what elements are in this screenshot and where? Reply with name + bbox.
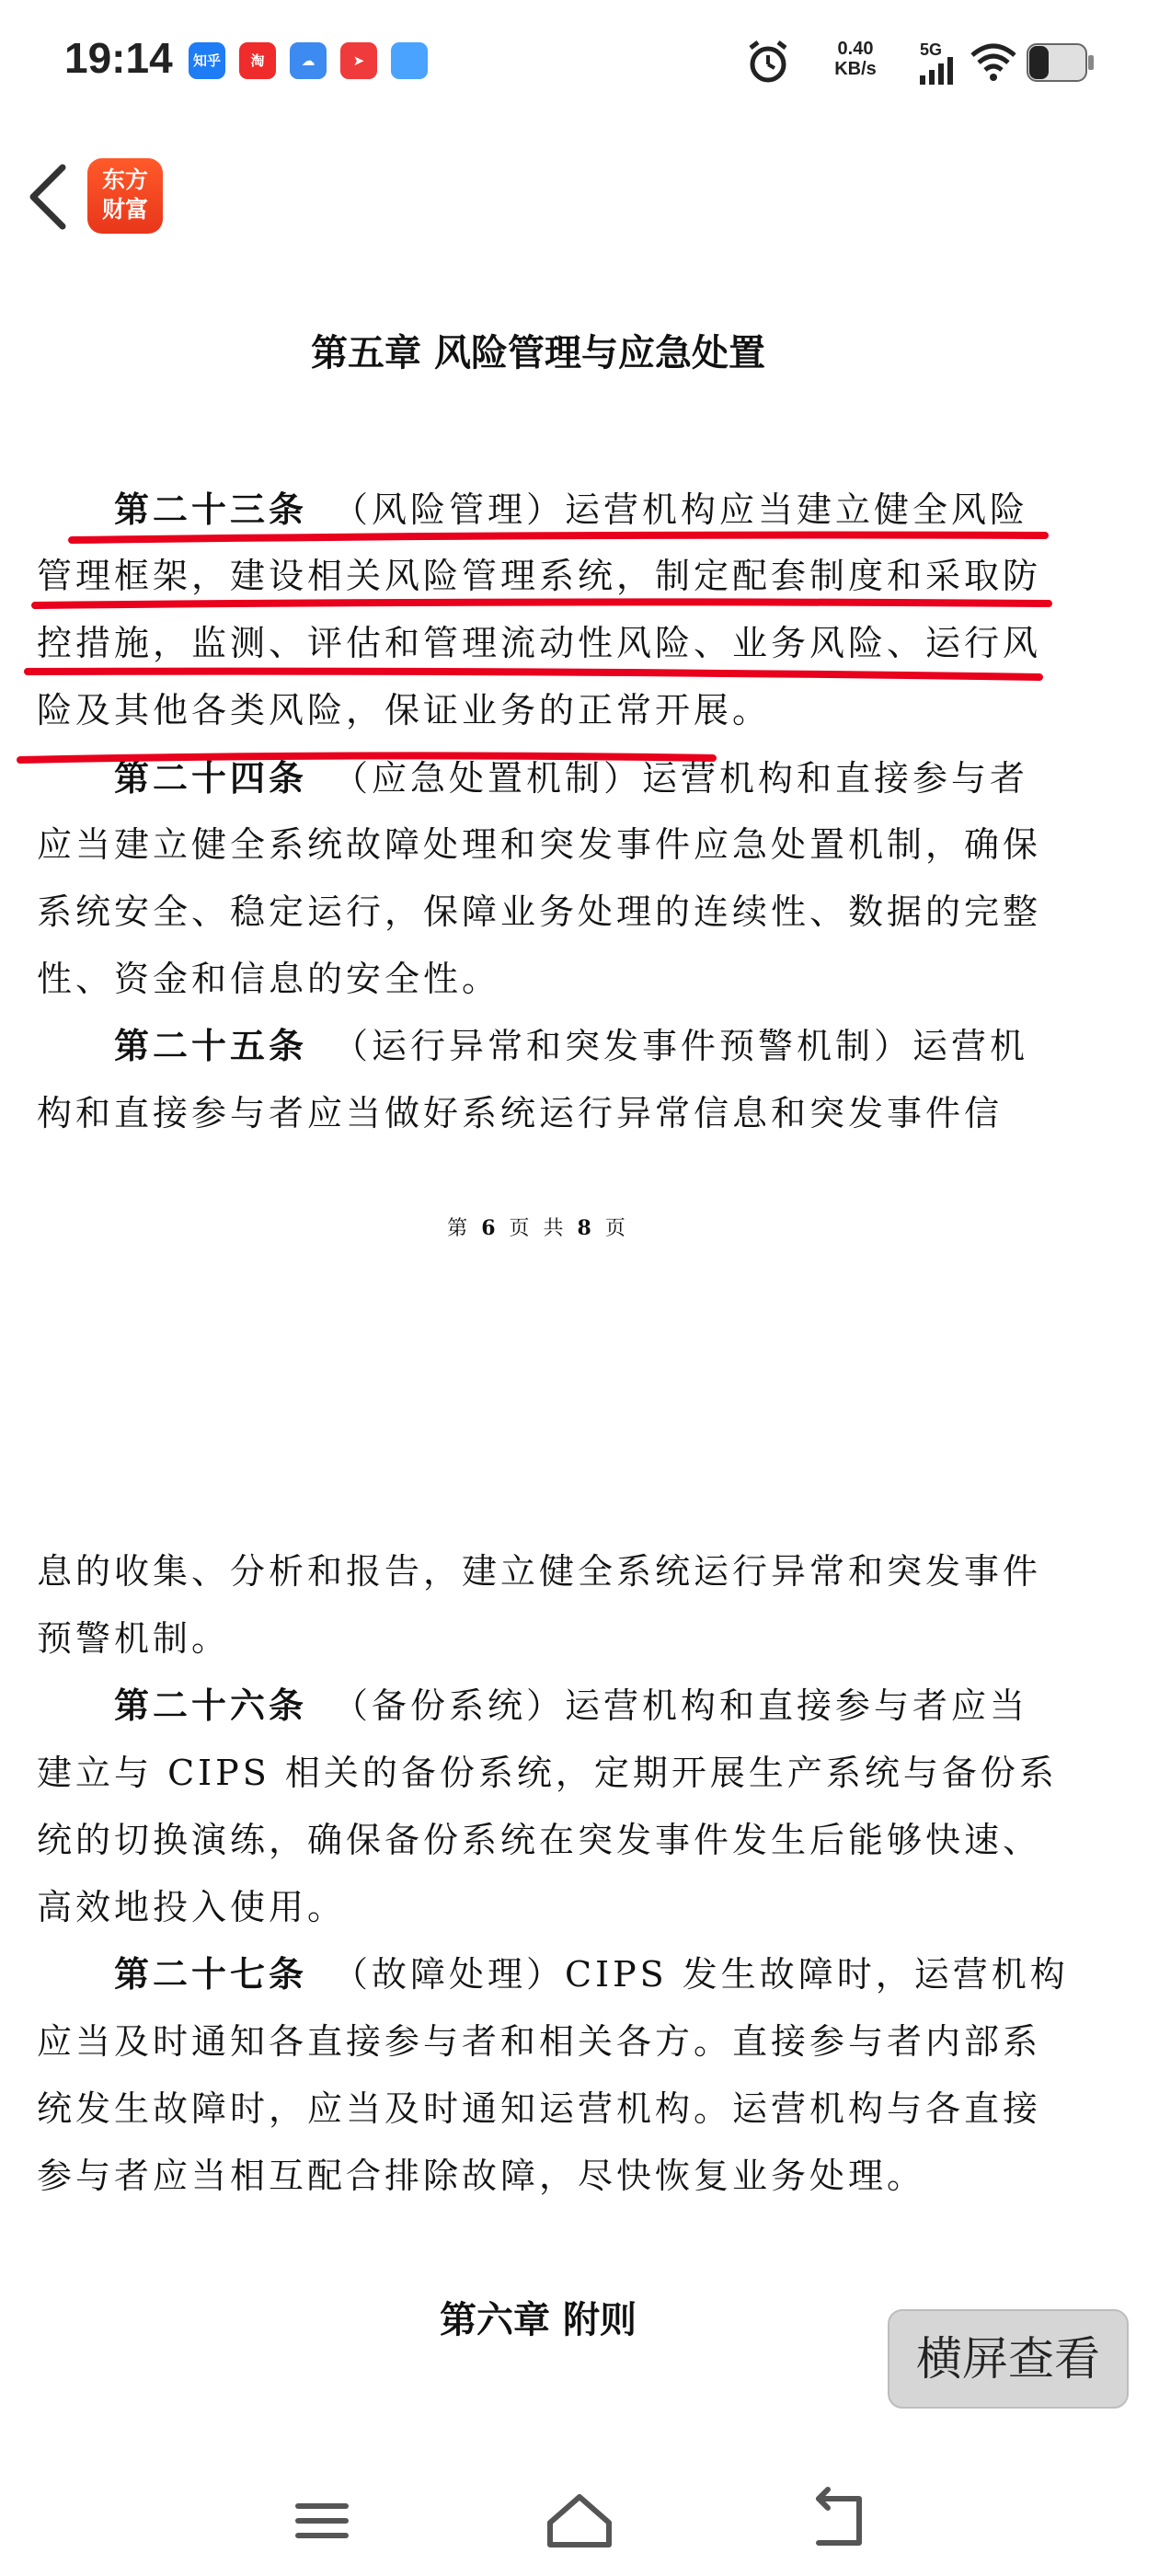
menu-icon[interactable]	[267, 2466, 377, 2576]
article-text: （备份系统）运营机构和直接参与者应当	[333, 1685, 1029, 1726]
doc-line: 统的切换演练，确保备份系统在突发事件发生后能够快速、	[37, 1820, 1042, 1860]
system-indicators	[745, 37, 1095, 92]
doc-line: 高效地投入使用。	[37, 1887, 347, 1927]
network-type: 5G	[920, 40, 943, 59]
net-speed-unit: KB/s	[834, 59, 877, 79]
zhihu-app-icon: 知乎	[189, 42, 225, 79]
back-arrow-icon[interactable]	[22, 160, 77, 234]
files-app-icon	[391, 42, 428, 79]
net-speed-value: 0.40	[837, 39, 874, 59]
doc-line: 险及其他各类风险，保证业务的正常开展。	[37, 690, 772, 730]
article-23-line	[114, 486, 1039, 534]
doc-line: 预警机制。	[37, 1618, 231, 1659]
system-nav-bar	[0, 2466, 1159, 2576]
top-nav	[0, 129, 1159, 267]
chapter-five-title: 第五章 风险管理与应急处置	[311, 331, 765, 374]
article-26-line	[114, 1682, 1039, 1730]
total-page-number: 8	[577, 1216, 595, 1240]
taobao-app-icon: 淘	[239, 42, 276, 79]
article-text: （应急处置机制）运营机构和直接参与者	[333, 758, 1029, 799]
article-label: 第二十六条	[114, 1685, 308, 1726]
article-25-line	[114, 1022, 1039, 1070]
article-text: （风险管理）运营机构应当建立健全风险	[333, 489, 1029, 530]
weather-app-icon: ☁	[290, 42, 327, 79]
page-footer-prefix: 第	[447, 1217, 472, 1240]
page-footer-mid: 页 共	[509, 1217, 568, 1240]
status-bar	[0, 0, 1159, 129]
page-footer-suffix: 页	[604, 1217, 629, 1240]
article-label: 第二十七条	[114, 1953, 308, 1995]
article-27-line	[114, 1950, 1069, 1998]
article-label: 第二十三条	[114, 489, 308, 530]
net-speed	[805, 39, 906, 79]
clock: 19:14	[64, 34, 173, 82]
article-text: （运行异常和突发事件预警机制）运营机	[333, 1026, 1029, 1066]
wifi-icon	[970, 42, 1016, 83]
doc-line: 息的收集、分析和报告，建立健全系统运行异常和突发事件	[37, 1551, 1042, 1592]
doc-line: 参与者应当相互配合排除故障，尽快恢复业务处理。	[37, 2156, 926, 2196]
article-24-line	[114, 754, 1039, 802]
doc-line: 管理框架，建设相关风险管理系统，制定配套制度和采取防	[37, 556, 1042, 596]
logo-line-2: 财富	[101, 196, 148, 223]
article-label: 第二十五条	[114, 1025, 308, 1066]
eastmoney-logo[interactable]	[87, 158, 163, 234]
back-icon[interactable]	[782, 2466, 892, 2576]
home-icon[interactable]	[524, 2466, 635, 2576]
doc-line: 应当及时通知各直接参与者和相关各方。直接参与者内部系	[37, 2021, 1042, 2062]
doc-line: 建立与 CIPS 相关的备份系统，定期开展生产系统与备份系	[37, 1753, 1058, 1793]
landscape-view-button[interactable]: 横屏查看	[888, 2309, 1129, 2409]
doc-line: 性、资金和信息的安全性。	[37, 959, 501, 999]
current-page-number: 6	[481, 1216, 499, 1240]
article-text: （故障处理）CIPS 发生故障时，运营机构	[333, 1954, 1069, 1995]
send-app-icon: ➤	[340, 42, 377, 79]
signal-icon	[920, 57, 957, 85]
chapter-six-title: 第六章 附则	[440, 2298, 637, 2341]
doc-line: 控措施，监测、评估和管理流动性风险、业务风险、运行风	[37, 623, 1042, 663]
doc-line: 统发生故障时，应当及时通知运营机构。运营机构与各直接	[37, 2088, 1042, 2129]
article-label: 第二十四条	[114, 757, 308, 799]
doc-line: 应当建立健全系统故障处理和突发事件应急处置机制，确保	[37, 824, 1042, 865]
logo-line-1: 东方	[101, 167, 148, 193]
doc-line: 构和直接参与者应当做好系统运行异常信息和突发事件信	[37, 1093, 1004, 1133]
page-footer	[0, 1213, 1076, 1241]
doc-line: 系统安全、稳定运行，保障业务处理的连续性、数据的完整	[37, 891, 1042, 932]
battery-icon	[1026, 42, 1096, 83]
alarm-icon	[745, 39, 791, 85]
